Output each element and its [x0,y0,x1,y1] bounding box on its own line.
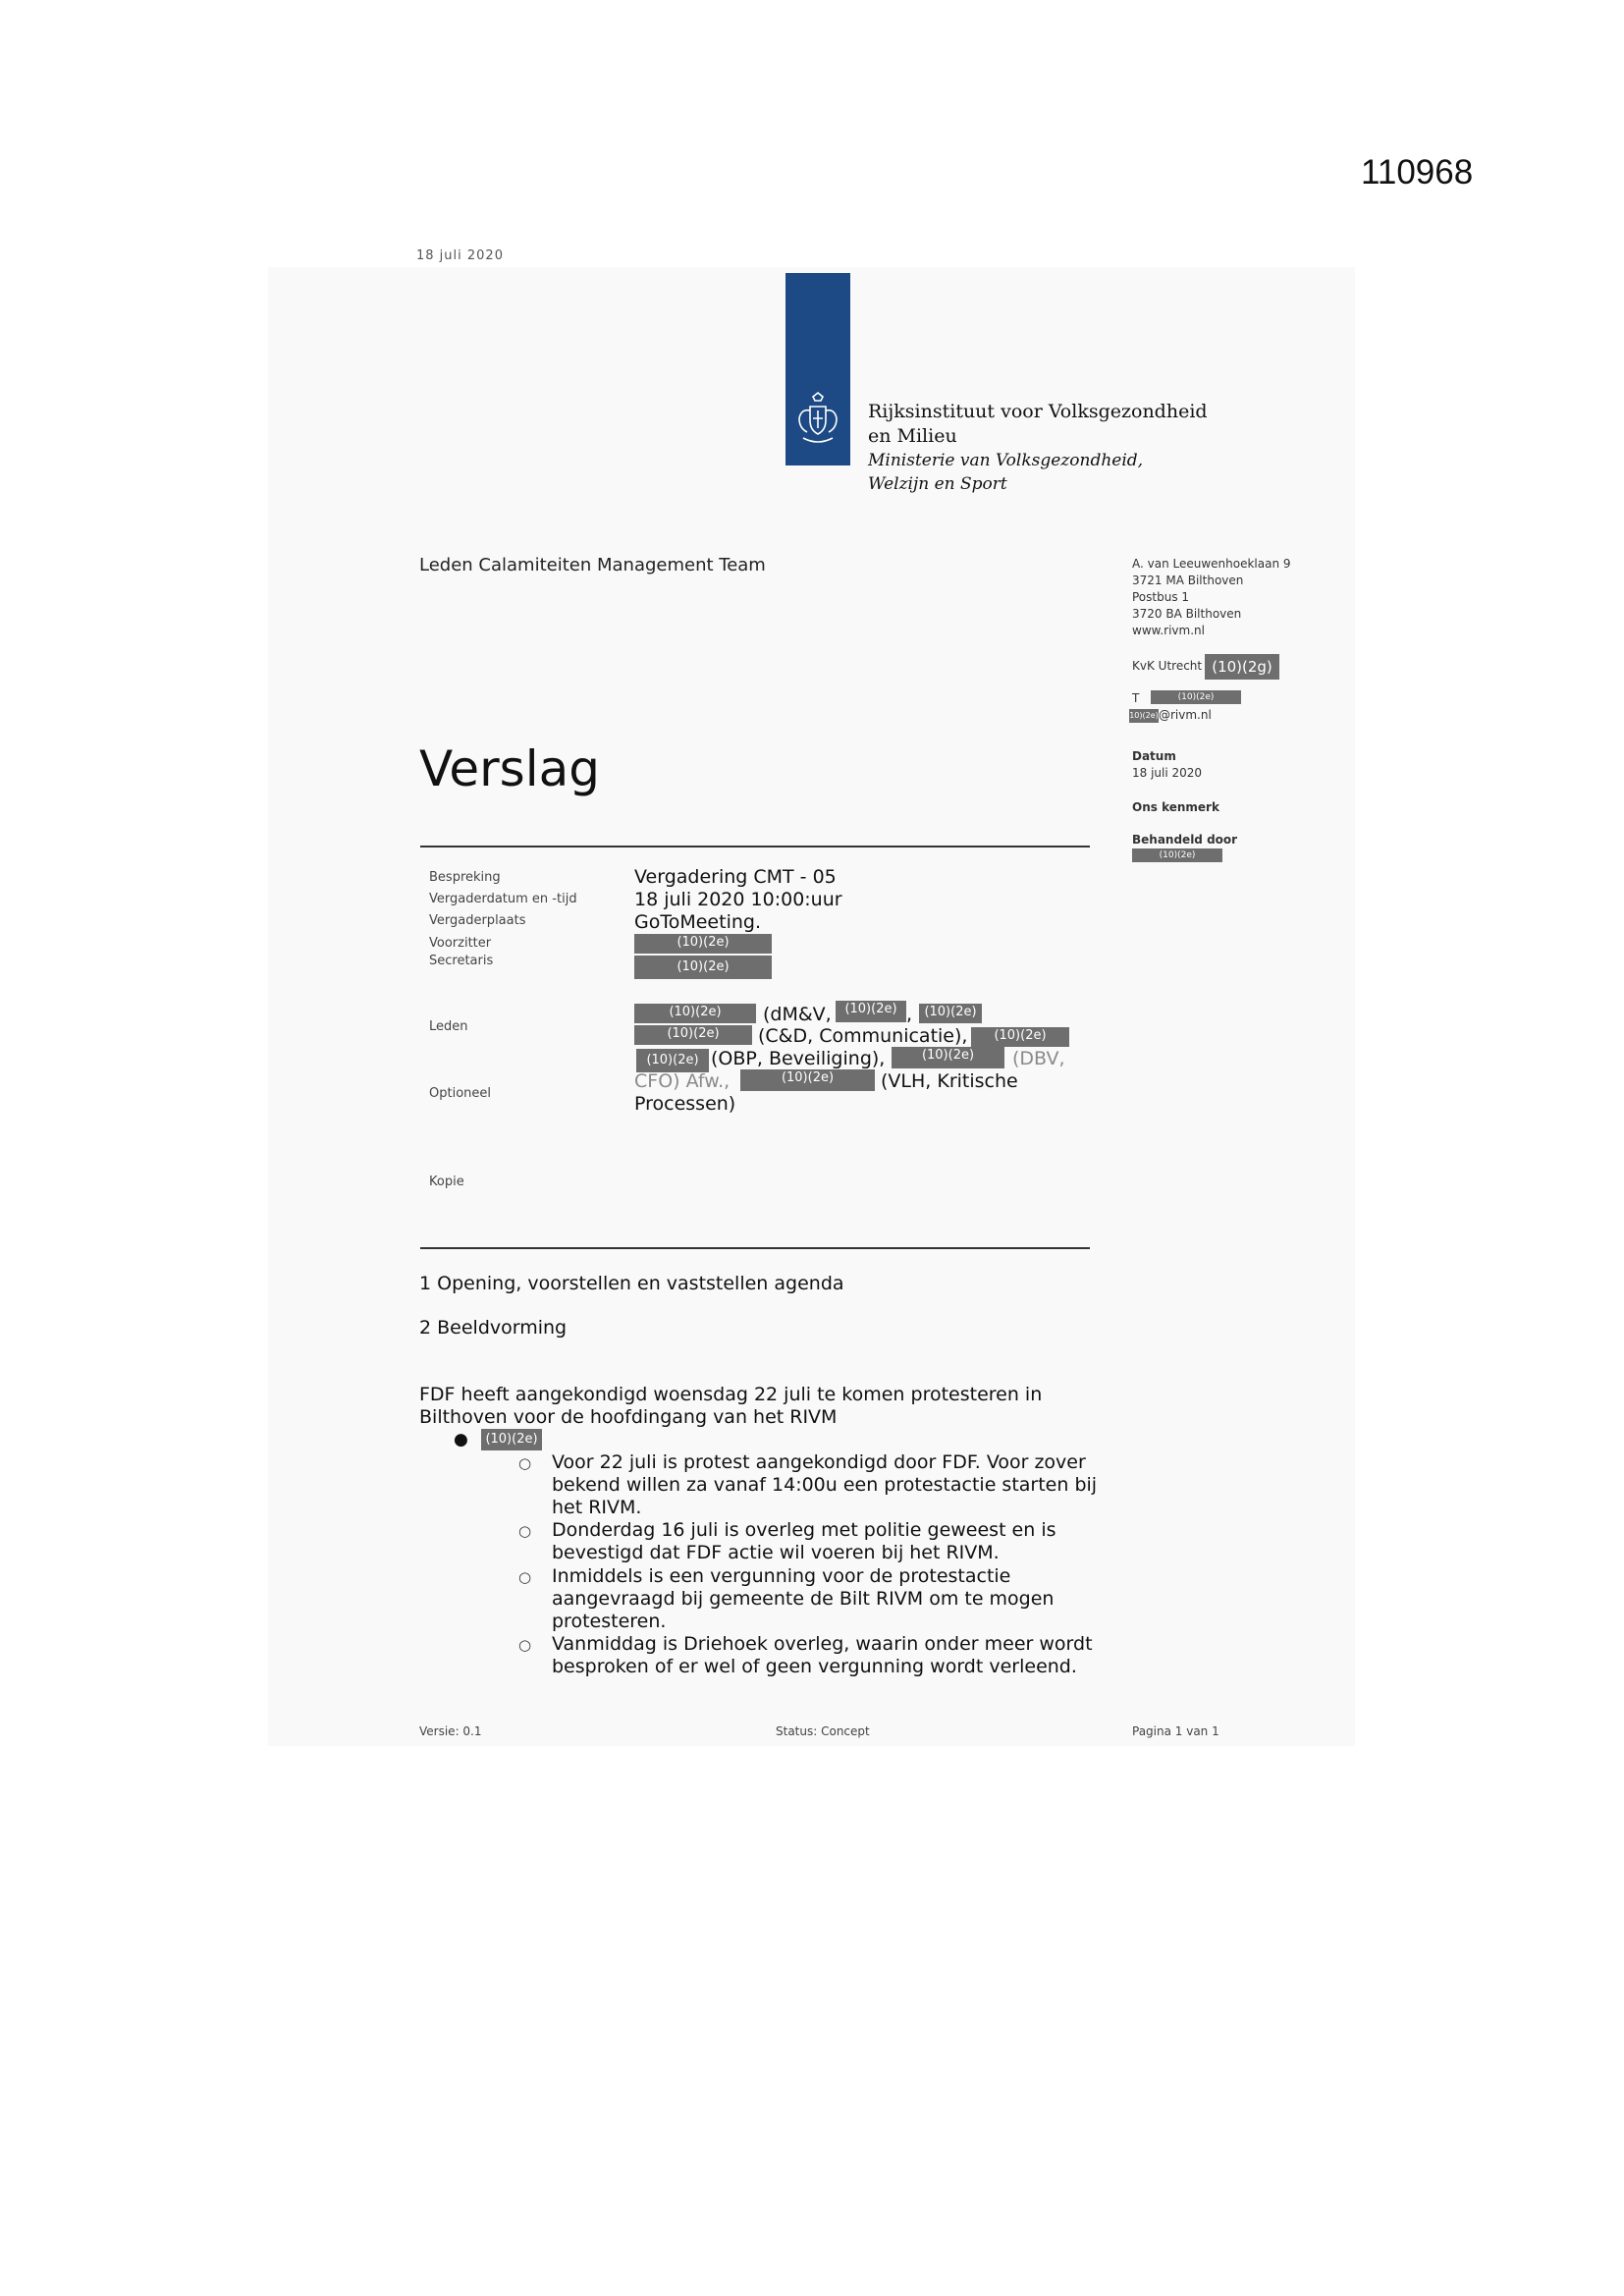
org-name [868,400,1208,496]
footer-status: Status: Concept [776,1724,870,1738]
sidebar-address [1132,556,1291,639]
plaats-value: GoToMeeting. [634,911,761,933]
behandeld-redaction: (10)(2e) [1132,848,1222,862]
footer-page: Pagina 1 van 1 [1132,1724,1219,1738]
sub-item-4-line-2: besproken of er wel of geen vergunning wordt verleend. [552,1656,1077,1677]
voorzitter-redaction: (10)(2e) [634,934,772,954]
voorzitter-label: Voorzitter [429,936,492,951]
leden-cfo: CFO) Afw., [634,1070,731,1092]
leden-redaction-5: (10)(2e) [971,1027,1069,1047]
address-line: 3721 MA Bilthoven [1132,574,1244,587]
leden-redaction-7: (10)(2e) [892,1047,1004,1068]
ministry-line1: Ministerie van Volksgezondheid, [868,451,1144,470]
optioneel-label: Optioneel [429,1086,491,1101]
bullet-dot-icon: ● [454,1430,468,1449]
address-line: Postbus 1 [1132,590,1190,604]
email-redaction: 10)(2e) [1129,709,1159,723]
leden-redaction-2: (10)(2e) [836,1001,906,1022]
leden-redaction-3: (10)(2e) [919,1004,982,1023]
email-suffix: @rivm.nl [1159,708,1212,722]
sub-item-1-line-2: bekend willen za vanaf 14:00u een protestactie starten bij [552,1474,1098,1496]
bespreking-label: Bespreking [429,870,501,885]
org-name-line1: Rijksinstituut voor Volksgezondheid [868,401,1208,422]
recipient: Leden Calamiteiten Management Team [419,555,766,575]
leden-redaction-8: (10)(2e) [740,1069,875,1091]
sub-item-2-line-1: Donderdag 16 juli is overleg met politie geweest en is [552,1519,1056,1541]
kvk-redaction: (10)(2g) [1205,654,1279,680]
leden-processen: Processen) [634,1093,736,1115]
sub-item-3-line-2: aangevraagd bij gemeente de Bilt RIVM om te mogen [552,1588,1055,1610]
bullet-redaction: (10)(2e) [481,1429,542,1450]
address-line: 3720 BA Bilthoven [1132,607,1242,621]
leden-cd: (C&D, Communicatie), [758,1025,968,1047]
sub-item-2-line-2: bevestigd dat FDF actie wil voeren bij het RIVM. [552,1542,1000,1563]
leden-redaction-1: (10)(2e) [634,1004,756,1023]
circle-bullet-icon: ○ [518,1522,532,1540]
datum-tijd-label: Vergaderdatum en -tijd [429,892,577,906]
bespreking-value: Vergadering CMT - 05 [634,866,837,888]
sub-item-4-line-1: Vanmiddag is Driehoek overleg, waarin onder meer wordt [552,1633,1093,1655]
leden-redaction-6: (10)(2e) [636,1049,709,1072]
leden-dmv: (dM&V, [763,1004,832,1025]
datum-label: Datum [1132,749,1176,763]
plaats-label: Vergaderplaats [429,913,526,928]
kopie-label: Kopie [429,1175,464,1189]
coat-of-arms-icon [793,391,842,450]
circle-bullet-icon: ○ [518,1454,532,1472]
kenmerk-label: Ons kenmerk [1132,800,1219,814]
behandeld-label: Behandeld door [1132,833,1238,847]
intro-line-2: Bilthoven voor de hoofdingang van het RIVM [419,1406,838,1428]
sub-item-1-line-1: Voor 22 juli is protest aangekondigd door FDF. Voor zover [552,1451,1086,1473]
leden-redaction-4: (10)(2e) [634,1025,752,1045]
sub-item-1-line-3: het RIVM. [552,1497,642,1518]
circle-bullet-icon: ○ [518,1636,532,1654]
website: www.rivm.nl [1132,624,1205,637]
ministry-line2: Welzijn en Sport [868,474,1007,494]
org-name-line2: en Milieu [868,425,957,447]
top-rule [420,846,1090,847]
document-number: 110968 [1361,153,1474,191]
cutoff-date: 18 juli 2020 [416,248,504,263]
logo-bar [785,273,850,465]
page-title: Verslag [419,740,600,797]
datum-value: 18 juli 2020 [1132,766,1203,780]
leden-label: Leden [429,1019,468,1034]
circle-bullet-icon: ○ [518,1568,532,1586]
sub-item-3-line-1: Inmiddels is een vergunning voor de protestactie [552,1565,1011,1587]
agenda-item-2: 2 Beeldvorming [419,1317,568,1339]
footer-version: Versie: 0.1 [419,1724,482,1738]
address-line: A. van Leeuwenhoeklaan 9 [1132,557,1291,571]
leden-dbv: (DBV, [1012,1048,1065,1069]
sub-item-3-line-3: protesteren. [552,1611,667,1632]
kvk-label: KvK Utrecht [1132,659,1203,673]
leden-comma: , [906,1004,913,1025]
secretaris-label: Secretaris [429,954,494,968]
datum-tijd-value: 18 juli 2020 10:00:uur [634,889,842,910]
phone-label: T [1132,691,1140,705]
secretaris-redaction: (10)(2e) [634,956,772,979]
intro-line-1: FDF heeft aangekondigd woensdag 22 juli te komen protesteren in [419,1384,1043,1405]
bottom-rule [420,1247,1090,1249]
agenda-item-1: 1 Opening, voorstellen en vaststellen agenda [419,1273,844,1294]
leden-obp: (OBP, Beveiliging), [711,1048,886,1069]
phone-redaction: (10)(2e) [1151,690,1241,704]
leden-vlh: (VLH, Kritische [881,1070,1018,1092]
